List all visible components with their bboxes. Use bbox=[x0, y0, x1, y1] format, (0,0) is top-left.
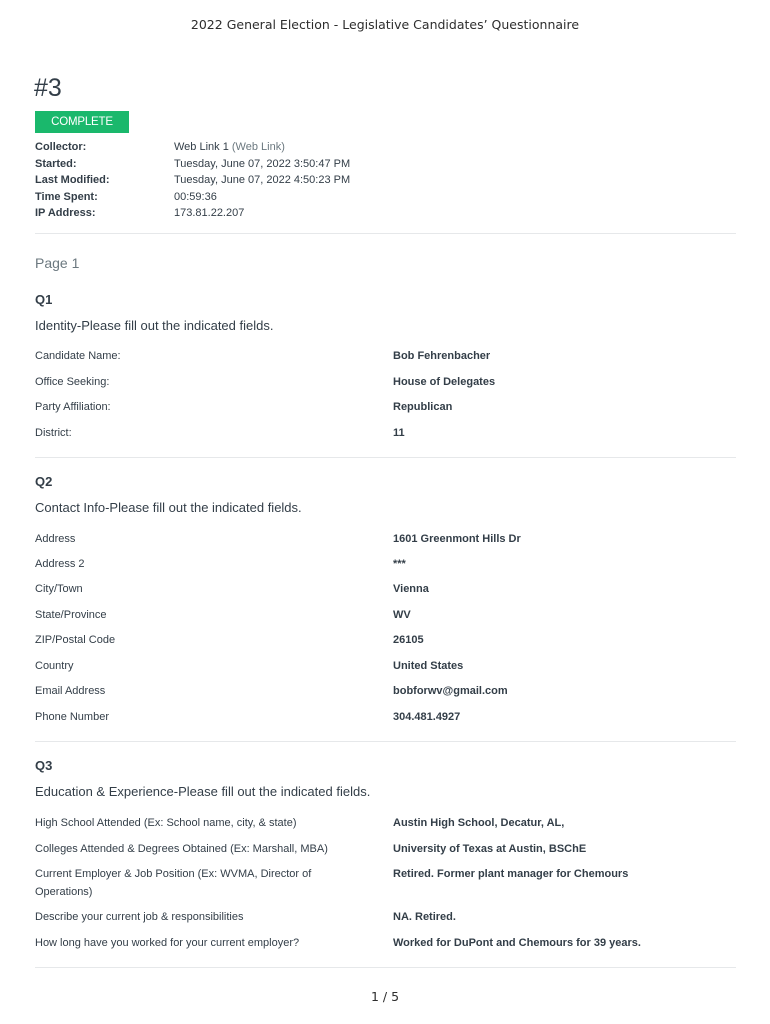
answer-label: Email Address bbox=[35, 685, 106, 697]
answer-value: bobforwv@gmail.com bbox=[393, 685, 508, 697]
meta-label: Started: bbox=[35, 157, 77, 170]
document-title: 2022 General Election - Legislative Candidates’ Questionnaire bbox=[190, 17, 580, 32]
meta-value: Tuesday, June 07, 2022 3:50:47 PM bbox=[174, 157, 351, 170]
answer-label: Address bbox=[35, 533, 76, 545]
answer-value: 304.481.4927 bbox=[393, 711, 461, 723]
meta-label: Collector: bbox=[35, 141, 87, 153]
status-badge: COMPLETE bbox=[35, 111, 129, 133]
divider bbox=[35, 967, 736, 968]
answer-label: Party Affiliation: bbox=[35, 401, 111, 413]
question-number: Q3 bbox=[35, 758, 53, 773]
meta-value: 173.81.22.207 bbox=[174, 207, 245, 219]
meta-label: Last Modified: bbox=[35, 174, 110, 186]
page-label: Page 1 bbox=[35, 255, 80, 271]
answer-value: Vienna bbox=[393, 583, 429, 595]
meta-row-time-spent bbox=[35, 189, 735, 206]
divider bbox=[35, 741, 736, 742]
question-text: Identity-Please fill out the indicated fields. bbox=[35, 318, 274, 333]
page-indicator: 1 / 5 bbox=[370, 989, 400, 1004]
meta-label: IP Address: bbox=[35, 207, 96, 219]
answer-value: 26105 bbox=[393, 634, 424, 646]
meta-value bbox=[174, 139, 285, 156]
answer-label: Address 2 bbox=[35, 558, 85, 570]
meta-value: Tuesday, June 07, 2022 4:50:23 PM bbox=[174, 174, 351, 186]
answer-label: High School Attended (Ex: School name, city, & state) bbox=[35, 817, 297, 829]
meta-row-started bbox=[35, 156, 735, 173]
answer-label: ZIP/Postal Code bbox=[35, 634, 116, 646]
answer-value: 1601 Greenmont Hills Dr bbox=[393, 533, 521, 545]
response-metadata bbox=[35, 139, 735, 222]
answer-value: 11 bbox=[393, 427, 405, 439]
answer-value: Worked for DuPont and Chemours for 39 years. bbox=[393, 937, 641, 949]
answer-label: Phone Number bbox=[35, 711, 109, 723]
question-text: Education & Experience-Please fill out the indicated fields. bbox=[35, 784, 371, 799]
answer-label: Describe your current job & responsibilities bbox=[35, 911, 244, 923]
answer-value: NA. Retired. bbox=[393, 911, 456, 923]
answer-label: How long have you worked for your current employer? bbox=[35, 937, 300, 949]
answer-label: Colleges Attended & Degrees Obtained (Ex: Marshall, MBA) bbox=[35, 843, 328, 855]
answer-value: House of Delegates bbox=[393, 376, 496, 388]
collector-type: (Web Link) bbox=[231, 141, 285, 153]
question-number: Q1 bbox=[35, 292, 53, 307]
meta-row-last-modified bbox=[35, 172, 735, 189]
answer-value: Bob Fehrenbacher bbox=[393, 350, 491, 362]
answer-label: Country bbox=[35, 660, 74, 672]
answer-value: Austin High School, Decatur, AL, bbox=[393, 817, 565, 829]
answer-value: WV bbox=[393, 609, 411, 621]
answer-label: Current Employer & Job Position (Ex: WVMA, Director of Operations) bbox=[35, 868, 312, 898]
question-text: Contact Info-Please fill out the indicated fields. bbox=[35, 500, 302, 515]
question-number: Q2 bbox=[35, 474, 53, 489]
answer-label: District: bbox=[35, 427, 72, 439]
collector-value: Web Link 1 bbox=[174, 141, 229, 153]
answer-value: United States bbox=[393, 660, 464, 672]
answer-label: Office Seeking: bbox=[35, 376, 110, 388]
answer-value: Republican bbox=[393, 401, 453, 413]
meta-row-ip-address bbox=[35, 205, 735, 222]
answer-label: Candidate Name: bbox=[35, 350, 121, 362]
meta-value: 00:59:36 bbox=[174, 190, 217, 203]
answer-value: University of Texas at Austin, BSChE bbox=[393, 843, 587, 855]
answer-label: City/Town bbox=[35, 583, 83, 595]
divider bbox=[35, 457, 736, 458]
response-number: #3 bbox=[34, 74, 62, 102]
divider bbox=[35, 233, 736, 234]
answer-label: State/Province bbox=[35, 609, 107, 621]
meta-label: Time Spent: bbox=[35, 190, 98, 203]
meta-row-collector bbox=[35, 139, 735, 156]
answer-value: Retired. Former plant manager for Chemours bbox=[393, 868, 629, 880]
answer-value: *** bbox=[393, 558, 406, 570]
